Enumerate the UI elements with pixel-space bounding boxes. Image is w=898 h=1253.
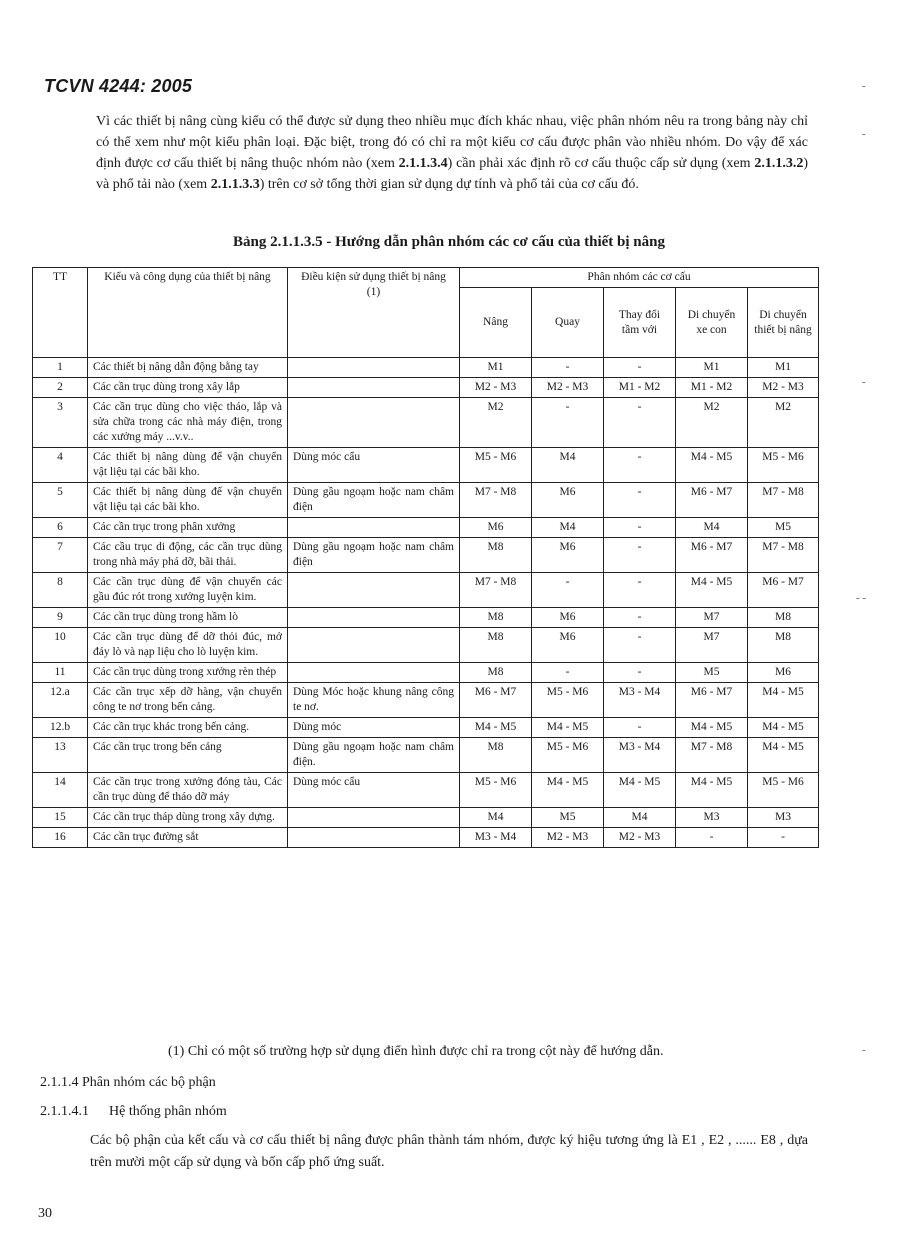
- cell-lift: M7 - M8: [460, 573, 532, 608]
- cell-slew: M4: [532, 518, 604, 538]
- cell-condition: [288, 573, 460, 608]
- cell-reach: -: [604, 663, 676, 683]
- cell-type: Các cần trục dùng để dỡ thỏi đúc, mở đáy lò và nạp liệu cho lò luyện kim.: [88, 628, 288, 663]
- cell-tt: 12.b: [33, 718, 88, 738]
- cell-trolley: M4 - M5: [676, 448, 748, 483]
- header-reach: Thay đổi tầm với: [604, 288, 676, 358]
- intro-paragraph: [96, 111, 808, 195]
- table-row: [33, 683, 819, 718]
- scan-speck: -: [862, 1044, 866, 1056]
- cell-type: Các cần trục dùng trong xưởng rèn thép: [88, 663, 288, 683]
- cell-type: Các cần trục xếp dỡ hàng, vận chuyển công te nơ trong bến cảng.: [88, 683, 288, 718]
- cell-trolley: M7 - M8: [676, 738, 748, 773]
- cell-condition: Dùng gầu ngoạm hoặc nam châm điện: [288, 538, 460, 573]
- scan-speck: - -: [856, 592, 867, 604]
- cell-lift: M8: [460, 663, 532, 683]
- table-footnote: (1) Chỉ có một số trường hợp sử dụng điển hình được chỉ ra trong cột này để hướng dẫn.: [168, 1044, 664, 1059]
- cell-reach: -: [604, 358, 676, 378]
- table-row: [33, 608, 819, 628]
- cell-tt: 5: [33, 483, 88, 518]
- cell-condition: Dùng móc: [288, 718, 460, 738]
- header-type: Kiểu và công dụng của thiết bị nâng: [88, 268, 288, 358]
- cell-condition: Dùng Móc hoặc khung nâng công te nơ.: [288, 683, 460, 718]
- body-paragraph: Các bộ phận của kết cấu và cơ cấu thiết bị nâng được phân thành tám nhóm, được ký hiệu tương ứng là E1 , E2 , ...... E8 , dựa trên mười một cấp sử dụng và bốn cấp phổ ứng suất.: [90, 1133, 808, 1170]
- cell-travel: M5: [748, 518, 819, 538]
- cell-lift: M1: [460, 358, 532, 378]
- table-row: [33, 483, 819, 518]
- cell-lift: M8: [460, 608, 532, 628]
- cell-condition: Dùng móc cẩu: [288, 773, 460, 808]
- cell-lift: M8: [460, 538, 532, 573]
- cell-travel: M2: [748, 398, 819, 448]
- cell-type: Các cần trục trong phân xưởng: [88, 518, 288, 538]
- table-row: [33, 358, 819, 378]
- scan-speck: -: [862, 376, 866, 388]
- cell-slew: M4 - M5: [532, 773, 604, 808]
- cell-type: Các cần trục dùng trong xây lắp: [88, 378, 288, 398]
- cell-travel: M4 - M5: [748, 718, 819, 738]
- cell-type: Các thiết bị nâng dùng để vận chuyển vật liệu tại các bãi kho.: [88, 448, 288, 483]
- cell-slew: M6: [532, 483, 604, 518]
- cell-travel: M8: [748, 608, 819, 628]
- cell-tt: 13: [33, 738, 88, 773]
- cell-travel: M6 - M7: [748, 573, 819, 608]
- cell-lift: M6: [460, 518, 532, 538]
- cell-type: Các cần trục trong bến cảng: [88, 738, 288, 773]
- cell-trolley: M6 - M7: [676, 683, 748, 718]
- table-row: [33, 448, 819, 483]
- cell-reach: -: [604, 608, 676, 628]
- cell-tt: 8: [33, 573, 88, 608]
- cell-trolley: M6 - M7: [676, 483, 748, 518]
- cell-travel: M7 - M8: [748, 538, 819, 573]
- cell-reach: -: [604, 518, 676, 538]
- cell-type: Các cần trục dùng cho việc tháo, lắp và sửa chữa trong các nhà máy điện, trong các xưởng máy ...v.v..: [88, 398, 288, 448]
- cell-trolley: -: [676, 828, 748, 848]
- cell-tt: 9: [33, 608, 88, 628]
- cell-slew: M6: [532, 538, 604, 573]
- cell-tt: 7: [33, 538, 88, 573]
- cell-slew: M2 - M3: [532, 378, 604, 398]
- cell-reach: -: [604, 398, 676, 448]
- cell-travel: M6: [748, 663, 819, 683]
- cell-trolley: M7: [676, 628, 748, 663]
- intro-ref-1: 2.1.1.3.4: [398, 156, 448, 171]
- cell-lift: M7 - M8: [460, 483, 532, 518]
- cell-slew: M2 - M3: [532, 828, 604, 848]
- cell-lift: M2 - M3: [460, 378, 532, 398]
- cell-reach: M1 - M2: [604, 378, 676, 398]
- section-heading-2114: 2.1.1.4 Phân nhóm các bộ phận: [40, 1075, 216, 1090]
- section-title: Hệ thống phân nhóm: [109, 1104, 227, 1119]
- cell-lift: M8: [460, 738, 532, 773]
- cell-trolley: M3: [676, 808, 748, 828]
- cell-travel: M5 - M6: [748, 448, 819, 483]
- cell-reach: -: [604, 573, 676, 608]
- cell-condition: Dùng gầu ngoạm hoặc nam châm điện: [288, 483, 460, 518]
- cell-trolley: M1: [676, 358, 748, 378]
- cell-travel: M1: [748, 358, 819, 378]
- cell-type: Các thiết bị nâng dẫn động bằng tay: [88, 358, 288, 378]
- cell-reach: -: [604, 628, 676, 663]
- cell-condition: [288, 808, 460, 828]
- cell-trolley: M6 - M7: [676, 538, 748, 573]
- cell-travel: M2 - M3: [748, 378, 819, 398]
- cell-lift: M4 - M5: [460, 718, 532, 738]
- cell-lift: M8: [460, 628, 532, 663]
- cell-type: Các cần trục khác trong bến cảng.: [88, 718, 288, 738]
- table-row: [33, 518, 819, 538]
- cell-trolley: M1 - M2: [676, 378, 748, 398]
- cell-lift: M5 - M6: [460, 773, 532, 808]
- cell-reach: -: [604, 718, 676, 738]
- table-row: [33, 663, 819, 683]
- cell-lift: M6 - M7: [460, 683, 532, 718]
- cell-reach: M3 - M4: [604, 683, 676, 718]
- cell-trolley: M2: [676, 398, 748, 448]
- cell-tt: 4: [33, 448, 88, 483]
- cell-slew: M5 - M6: [532, 738, 604, 773]
- cell-tt: 10: [33, 628, 88, 663]
- intro-ref-3: 2.1.1.3.3: [210, 177, 260, 192]
- table-row: [33, 573, 819, 608]
- cell-travel: M4 - M5: [748, 683, 819, 718]
- cell-condition: [288, 398, 460, 448]
- cell-travel: M3: [748, 808, 819, 828]
- table-row: [33, 538, 819, 573]
- intro-text-4: ) trên cơ sở tổng thời gian sử dụng dự tính và phổ tải của cơ cấu đó.: [259, 177, 639, 192]
- cell-slew: M4: [532, 448, 604, 483]
- cell-slew: M5 - M6: [532, 683, 604, 718]
- intro-text-3: ) và phổ tải nào (xem: [96, 156, 808, 192]
- table-row: [33, 738, 819, 773]
- cell-reach: M4: [604, 808, 676, 828]
- header-tt: TT: [33, 268, 88, 358]
- cell-slew: -: [532, 573, 604, 608]
- header-trolley: Di chuyển xe con: [676, 288, 748, 358]
- table-row: [33, 718, 819, 738]
- cell-travel: M4 - M5: [748, 738, 819, 773]
- header-group: Phân nhóm các cơ cấu: [460, 268, 819, 288]
- cell-reach: -: [604, 483, 676, 518]
- cell-slew: -: [532, 663, 604, 683]
- cell-tt: 1: [33, 358, 88, 378]
- cell-slew: M6: [532, 628, 604, 663]
- cell-tt: 11: [33, 663, 88, 683]
- cell-lift: M2: [460, 398, 532, 448]
- table-row: [33, 628, 819, 663]
- table-row: [33, 773, 819, 808]
- header-lift: Nâng: [460, 288, 532, 358]
- intro-ref-2: 2.1.1.3.2: [754, 156, 804, 171]
- cell-type: Các cần trục tháp dùng trong xây dựng.: [88, 808, 288, 828]
- cell-tt: 2: [33, 378, 88, 398]
- cell-travel: -: [748, 828, 819, 848]
- cell-condition: [288, 608, 460, 628]
- cell-tt: 12.a: [33, 683, 88, 718]
- document-header: TCVN 4244: 2005: [44, 76, 193, 96]
- cell-lift: M4: [460, 808, 532, 828]
- cell-trolley: M4 - M5: [676, 573, 748, 608]
- cell-type: Các cần trục dùng trong hầm lò: [88, 608, 288, 628]
- cell-trolley: M4 - M5: [676, 773, 748, 808]
- scan-speck: -: [862, 128, 866, 140]
- cell-reach: -: [604, 538, 676, 573]
- section-heading-21141: [40, 1104, 227, 1120]
- cell-tt: 6: [33, 518, 88, 538]
- header-condition: Điều kiện sử dụng thiết bị nâng (1): [288, 268, 460, 358]
- cell-condition: [288, 628, 460, 663]
- section-number: 2.1.1.4.1: [40, 1104, 89, 1119]
- cell-slew: M4 - M5: [532, 718, 604, 738]
- table-body: [33, 358, 819, 848]
- cell-condition: [288, 518, 460, 538]
- cell-slew: M5: [532, 808, 604, 828]
- scan-speck: -: [862, 80, 866, 92]
- cell-slew: -: [532, 358, 604, 378]
- cell-travel: M8: [748, 628, 819, 663]
- cell-type: Các cầu trục di động, các cần trục dùng trong nhà máy phá dỡ, bãi thải.: [88, 538, 288, 573]
- intro-text-1: Vì các thiết bị nâng cùng kiểu có thể được sử dụng theo nhiều mục đích khác nhau, việc phân nhóm nêu ra trong bảng này chỉ có thể xem như một kiểu phân loại. Đặc biệt, trong đó có chỉ ra một kiểu cơ cấu được phân vào nhiều nhóm. Do vậy để xác định được cơ cấu thiết bị nâng thuộc nhóm nào (xem: [96, 114, 808, 171]
- intro-text-2: ) cần phải xác định rõ cơ cấu thuộc cấp sử dụng (xem: [447, 156, 755, 171]
- table-caption: Bảng 2.1.1.3.5 - Hướng dẫn phân nhóm các cơ cấu của thiết bị nâng: [233, 234, 665, 250]
- mechanism-group-table: [32, 267, 819, 848]
- cell-reach: -: [604, 448, 676, 483]
- cell-trolley: M4 - M5: [676, 718, 748, 738]
- cell-reach: M2 - M3: [604, 828, 676, 848]
- cell-travel: M7 - M8: [748, 483, 819, 518]
- table-row: [33, 828, 819, 848]
- cell-tt: 3: [33, 398, 88, 448]
- cell-slew: M6: [532, 608, 604, 628]
- cell-lift: M3 - M4: [460, 828, 532, 848]
- cell-condition: Dùng móc cẩu: [288, 448, 460, 483]
- header-slew: Quay: [532, 288, 604, 358]
- cell-condition: [288, 358, 460, 378]
- cell-type: Các thiết bị nâng dùng để vận chuyển vật liệu tại các bãi kho.: [88, 483, 288, 518]
- cell-condition: [288, 378, 460, 398]
- page-number: 30: [38, 1206, 52, 1221]
- cell-travel: M5 - M6: [748, 773, 819, 808]
- cell-type: Các cần trục dùng để vận chuyển các gầu đúc rót trong xưởng luyện kim.: [88, 573, 288, 608]
- cell-condition: Dùng gầu ngoạm hoặc nam châm điện.: [288, 738, 460, 773]
- table-row: [33, 398, 819, 448]
- cell-slew: -: [532, 398, 604, 448]
- table-row: [33, 808, 819, 828]
- cell-tt: 14: [33, 773, 88, 808]
- cell-trolley: M7: [676, 608, 748, 628]
- cell-tt: 15: [33, 808, 88, 828]
- header-travel: Di chuyển thiết bị nâng: [748, 288, 819, 358]
- cell-type: Các cần trục đường sắt: [88, 828, 288, 848]
- cell-reach: M4 - M5: [604, 773, 676, 808]
- cell-trolley: M5: [676, 663, 748, 683]
- cell-condition: [288, 663, 460, 683]
- cell-trolley: M4: [676, 518, 748, 538]
- cell-lift: M5 - M6: [460, 448, 532, 483]
- cell-reach: M3 - M4: [604, 738, 676, 773]
- cell-condition: [288, 828, 460, 848]
- cell-type: Các cần trục trong xưởng đóng tàu, Các cần trục dùng để tháo dỡ máy: [88, 773, 288, 808]
- table-wrapper: [32, 267, 819, 848]
- table-row: [33, 378, 819, 398]
- cell-tt: 16: [33, 828, 88, 848]
